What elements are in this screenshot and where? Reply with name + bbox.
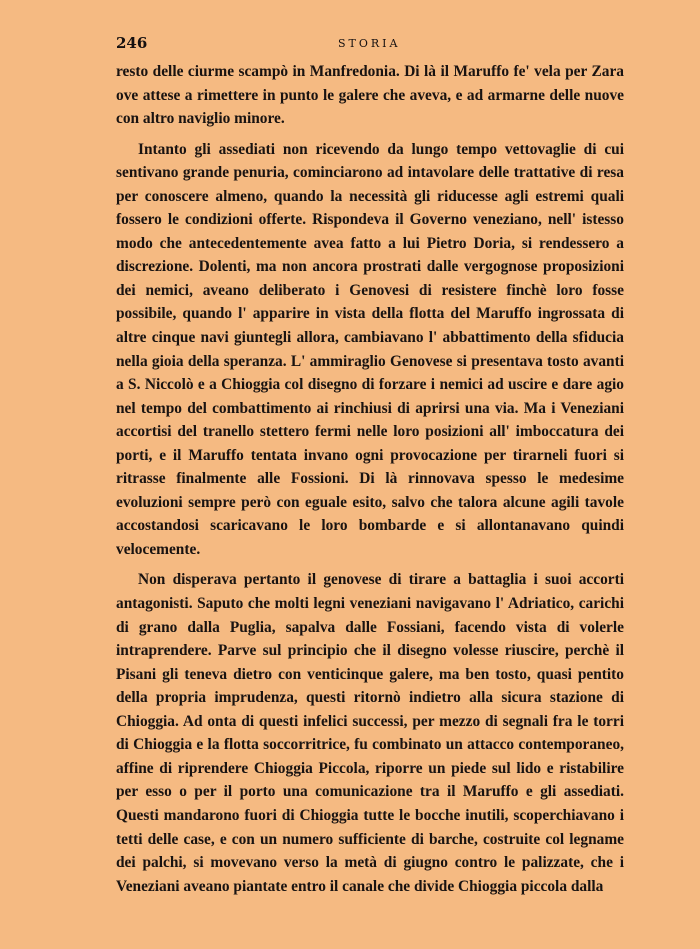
paragraph-continued: resto delle ciurme scampò in Manfredonia. Di là il Maruffo fe' vela per Zara ove attese a rimettere in punto le galere che aveva, e ad armarne delle nuove con altro naviglio minore.	[116, 63, 624, 128]
running-head: STORIA	[338, 37, 401, 50]
page-number: 246	[116, 34, 148, 52]
paragraph: Intanto gli assediati non ricevendo da lungo tempo vettovaglie di cui sentivano grande penuria, cominciarono ad intavolare delle trattative di resa per conoscere almeno, quando la necessità gli riducesse agli estremi quali fossero le condizioni offerte. Rispondeva il Governo veneziano, nell' istesso modo che antecedentemente avea fatto a lui Pietro Doria, si rendessero a discrezione. Dolenti, ma non ancora prostrati dalle vergognose proposizioni dei nemici, aveano deliberato i Genovesi di resistere finchè loro fosse possibile, quando l' apparire in vista della flotta del Maruffo ingrossata di altre cinque navi giuntegli allora, cambiavano l' abbattimento della sfiducia nella gioia della speranza. L' ammiraglio Genovese si presentava tosto avanti a S. Niccolò e a Chioggia col disegno di forzare i nemici ad uscire e dare agio nel tempo del combattimento ai rinchiusi di aprirsi una via. Ma i Veneziani accortisi del tranello stettero fermi nelle loro posizioni all' imboccatura dei porti, e il Maruffo tentata invano ogni provocazione per tirarneli fuori si ritrasse finalmente alle Fossioni. Di là rinnovava spesso le medesime evoluzioni sempre però con eguale esito, salvo che talora alcune agili tavole accostandosi scaricavano le loro bombarde e si allontanavano quindi velocemente.	[116, 140, 624, 558]
paragraph: Non disperava pertanto il genovese di tirare a battaglia i suoi accorti antagonisti. Saputo che molti legni veneziani navigavano l' Adriatico, carichi di grano dalla Puglia, sapalva dalle Fossiani, facendo vista di volerle intraprendere. Parve sul principio che il disegno volesse riuscire, perchè il Pisani gli teneva dietro con venticinque galere, ma ben tosto, quasi pentito della propria imprudenza, questi ritornò indietro alla sicura stazione di Chioggia. Ad onta di questi infelici successi, per mezzo di segnali fra le torri di Chioggia e la flotta soccorritrice, fu combinato un attacco contemporaneo, affine di riprendere Chioggia Piccola, riporre un piede sul lido e ristabilire per esso o per il porto una comunicazione tra il Maruffo e gli assediati. Questi mandarono fuori di Chioggia tutte le bocche inutili, scoperchiavano i tetti delle case, e con un numero sufficiente di barche, costruite col legname dei palchi, si movevano verso la metà di giugno contro le palizzate, che i Veneziani aveano piantate entro il canale che divide Chioggia piccola dalla	[116, 571, 624, 895]
page-header	[116, 34, 624, 56]
body-text	[116, 60, 624, 905]
